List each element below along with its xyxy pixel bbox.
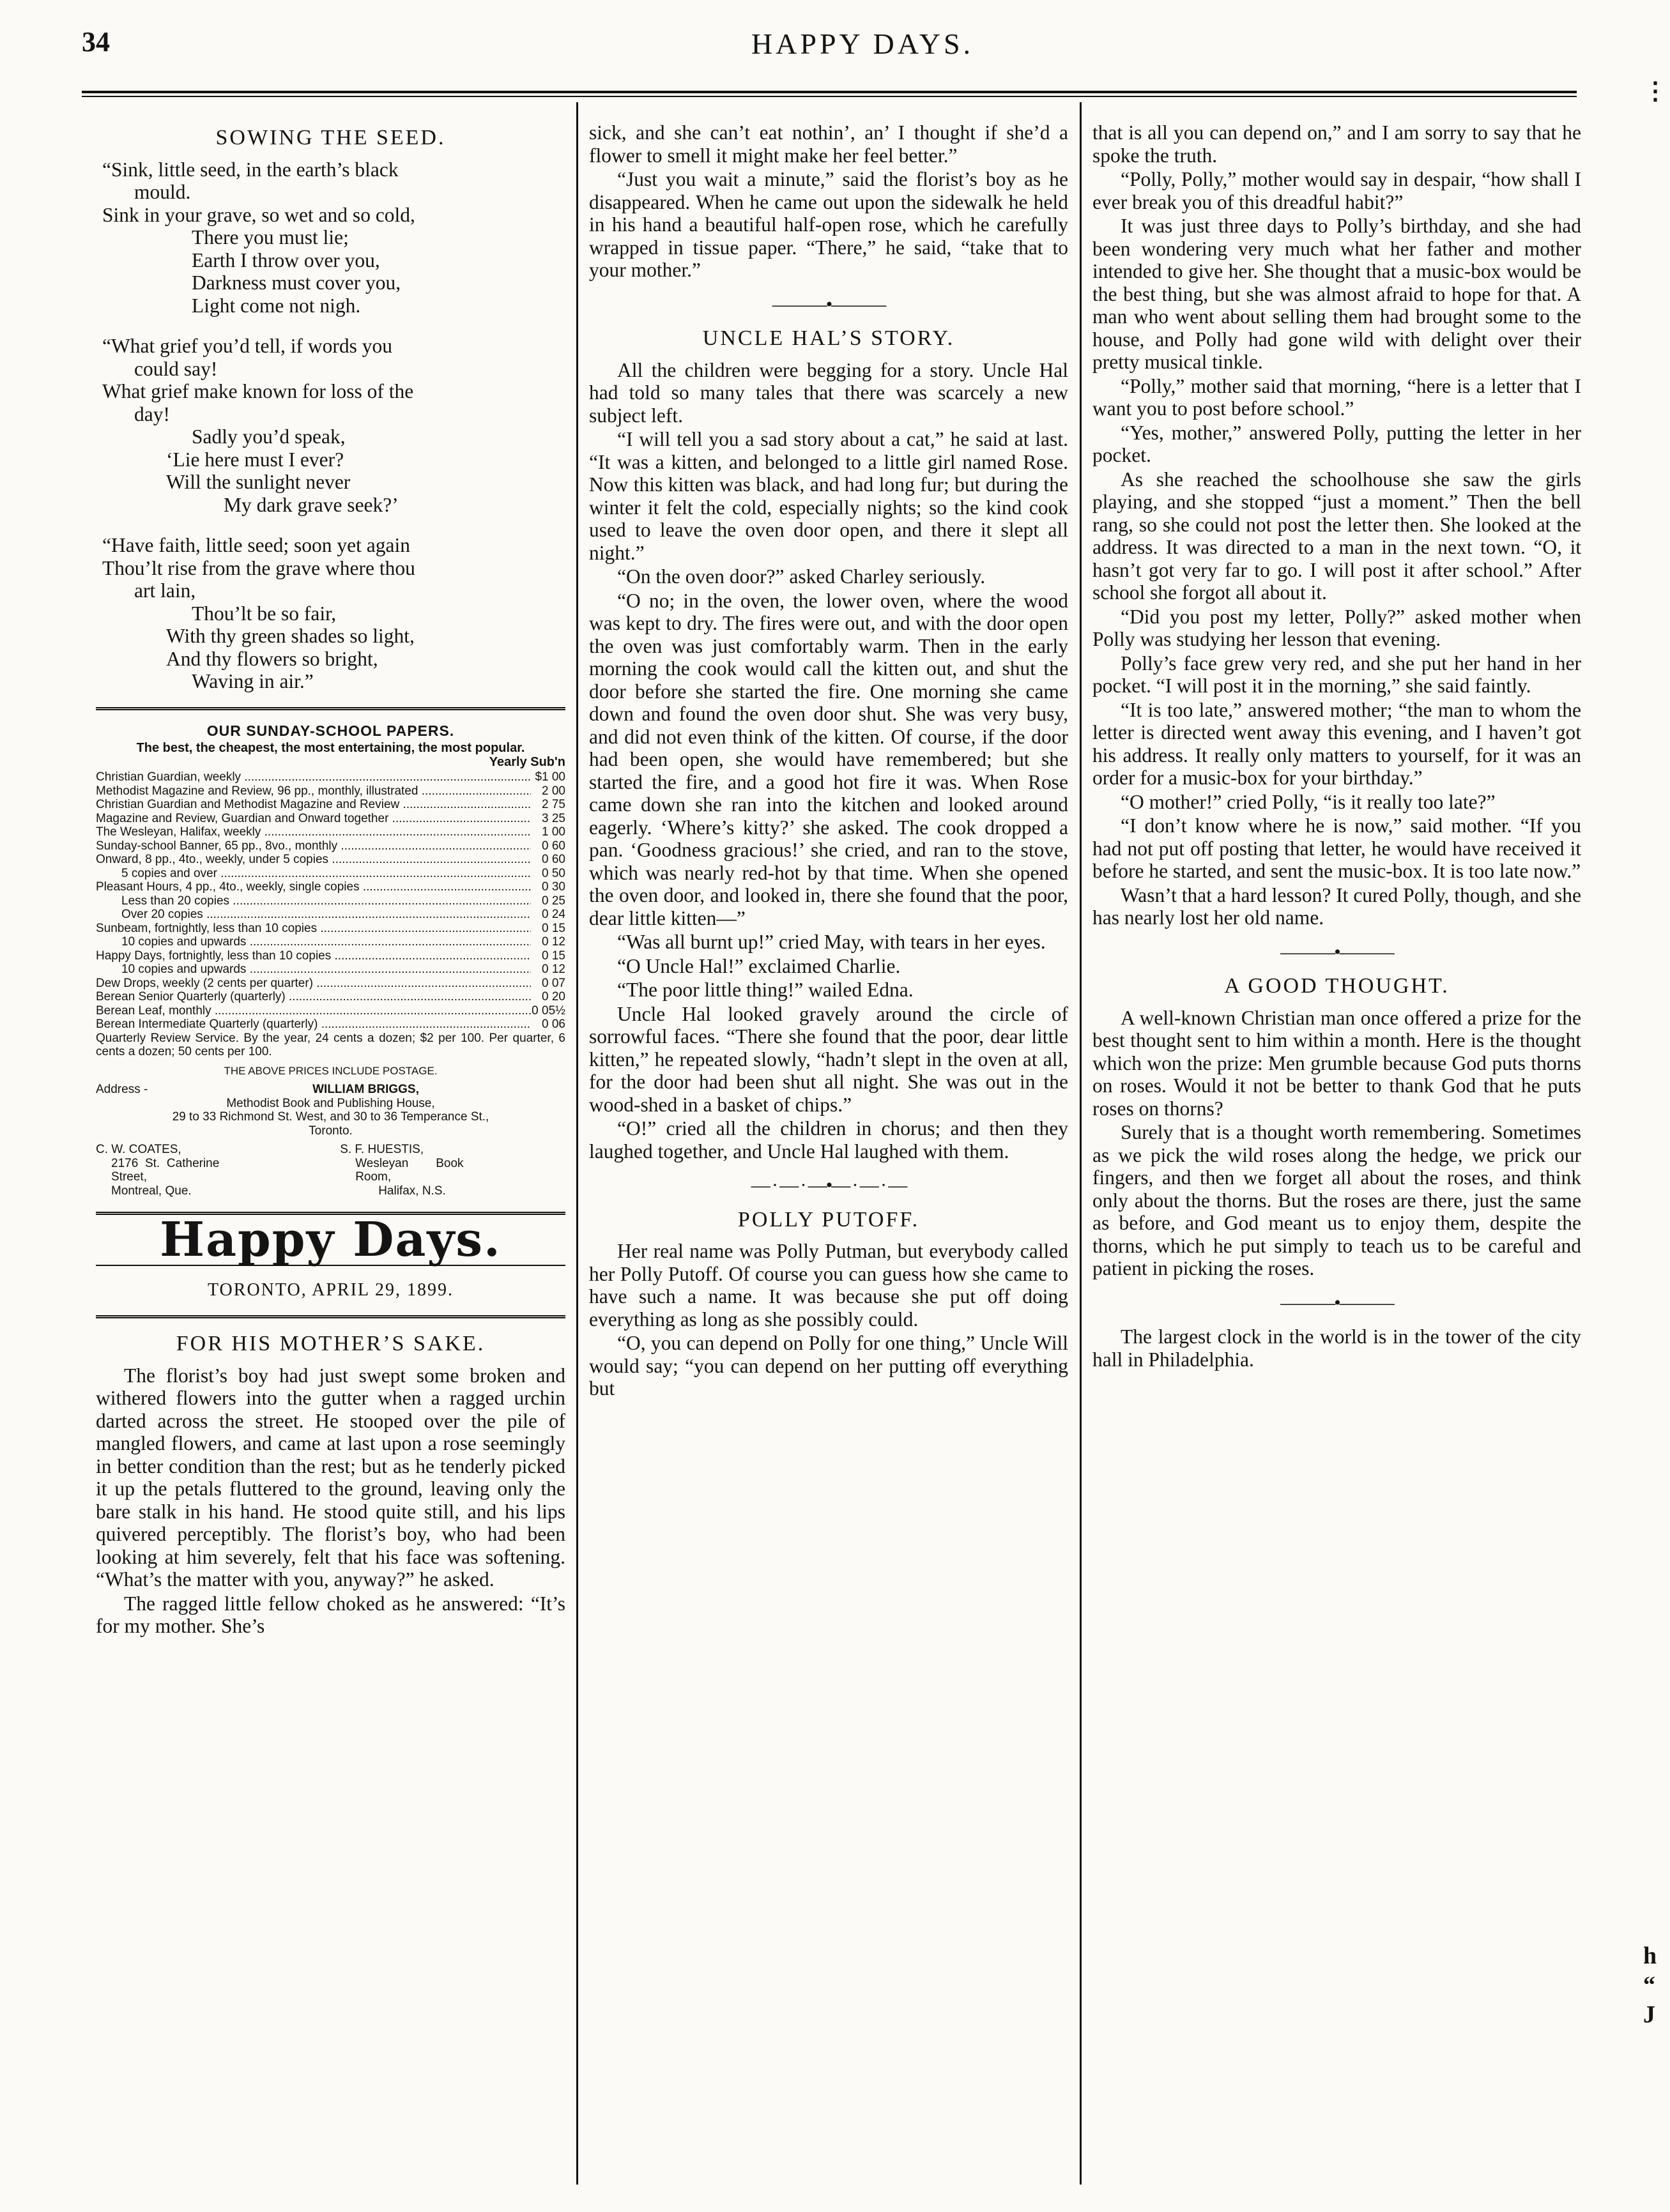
paper-price: 0 50 xyxy=(542,866,565,880)
header-rule xyxy=(82,91,1577,93)
poem-line: “Sink, little seed, in the earth’s black xyxy=(102,158,399,181)
paper-name: Berean Intermediate Quarterly (quarterly) ..... xyxy=(96,1018,531,1032)
papers-intro: The best, the cheapest, the most entertaining, the most popular. xyxy=(136,741,525,755)
paper-name: Berean Senior Quarterly (quarterly) ..... xyxy=(96,990,531,1004)
agent-street: 2176 St. Catherine Street, xyxy=(111,1156,220,1184)
edge-char: J xyxy=(1643,2001,1655,2028)
agent-name: S. F. HUESTIS, xyxy=(340,1143,424,1156)
story-paragraph: “On the oven door?” asked Charley seriously. xyxy=(617,565,986,588)
paper-name: Magazine and Review, Guardian and Onward together ..... xyxy=(96,812,531,826)
edge-char: h xyxy=(1643,1942,1657,1969)
poem-line: “Have faith, little seed; soon yet again xyxy=(102,534,410,556)
paper-price: 0 05½ xyxy=(532,1003,565,1018)
story-paragraph: As she reached the schoolhouse she saw the girls playing, and she stopped “just a moment.” Then the bell rang, so she could not post the letter then. She looked at the address. It was directed to a man in the next town. “O, it hasn’t got very far to go. I will post it after school.” After school she forgot all about it. xyxy=(1092,468,1581,604)
story-title: UNCLE HAL’S STORY. xyxy=(702,326,955,350)
postage-note: THE ABOVE PRICES INCLUDE POSTAGE. xyxy=(224,1064,438,1077)
story-paragraph: A well-known Christian man once offered a prize for the best thought sent to him within a month. Here is the thought which won the prize: Men grumble because God puts thorns on roses. Would it not be better to thank God that he puts roses on thorns? xyxy=(1092,1006,1581,1120)
publisher-house: Methodist Book and Publishing House, xyxy=(226,1096,435,1110)
story-paragraph: “O, you can depend on Polly for one thing,” Uncle Will would say; “you can depend on her putting off everything but xyxy=(589,1332,1068,1400)
price-row xyxy=(96,894,565,908)
story-paragraph: It was just three days to Polly’s birthday, and she had been wondering very much what her father and mother intended to give her. She thought that a music-box would be the best thing, but she was almost afraid to hope for that. A man who went about selling them had brought some to the house, and Polly had gone wild with delight over their pretty musical tinkle. xyxy=(1092,215,1581,373)
paper-price: 0 30 xyxy=(542,880,565,894)
story-paragraph: Polly’s face grew very red, and she put her hand in her pocket. “I will post it in the morning,” she said faintly. xyxy=(1092,652,1581,697)
story-paragraph: “O!” cried all the children in chorus; and then they laughed together, and Uncle Hal laughed with them. xyxy=(589,1117,1068,1163)
paper-price: 0 12 xyxy=(542,935,565,949)
story-paragraph: The florist’s boy had just swept some broken and withered flowers into the gutter when a ragged urchin darted across the street. He stooped over the pile of mangled flowers, and came at last upon a rose seemingly in better condition than the rest; but as he tenderly picked it up the petals fluttered to the ground, leaving only the bare stalk in his hand. He stood quite still, and his lips quivered perceptibly. The florist’s boy, who had been looking at him severely, felt that his face was softening. “What’s the matter with you, anyway?” he asked. xyxy=(96,1364,565,1590)
agent-street: Wesleyan Book Room, xyxy=(355,1156,464,1184)
papers-title: OUR SUNDAY-SCHOOL PAPERS. xyxy=(206,722,455,739)
agent-name: C. W. COATES, xyxy=(96,1143,181,1156)
price-row xyxy=(96,825,565,839)
paper-price: 0 24 xyxy=(542,908,565,921)
poem-line: ‘Lie here must I ever? xyxy=(166,448,344,471)
agent-montreal xyxy=(96,1143,321,1198)
story-paragraph: “Polly,” mother said that morning, “here is a letter that I want you to post before school.” xyxy=(1092,374,1581,420)
paper-price: 0 15 xyxy=(542,949,565,963)
story-paragraph: sick, and she can’t eat nothin’, an’ I thought if she’d a flower to smell it might make her feel better.” xyxy=(589,121,1068,167)
story-paragraph: “Yes, mother,” answered Polly, putting the letter in her pocket. xyxy=(1092,421,1581,466)
paper-name: Methodist Magazine and Review, 96 pp., monthly, illustrated ..... xyxy=(96,784,531,798)
ornament-divider: ———•——— xyxy=(1280,1292,1393,1313)
price-row xyxy=(96,880,565,894)
poem-title: SOWING THE SEED. xyxy=(215,126,446,149)
story-paragraph: that is all you can depend on,” and I am sorry to say that he spoke the truth. xyxy=(1092,121,1581,167)
column-divider xyxy=(1080,102,1082,2185)
poem-line: art lain, xyxy=(134,579,196,602)
price-row xyxy=(96,867,565,881)
edge-char: “ xyxy=(1643,1972,1655,1999)
story-paragraph: “Just you wait a minute,” said the florist’s boy as he disappeared. When he came out upon the sidewalk he held in his hand a beautiful half-open rose, which he carefully wrapped in tissue paper. “There,” he said, “take that to your mother.” xyxy=(589,168,1068,281)
story-paragraph: “O Uncle Hal!” exclaimed Charlie. xyxy=(617,954,901,977)
paper-price: 0 20 xyxy=(542,990,565,1003)
price-row xyxy=(96,1004,565,1018)
story-paragraph: Her real name was Polly Putman, but everybody called her Polly Putoff. Of course you can guess how she came to have such a name. It was because she put off doing everything as long as she possibly could. xyxy=(589,1240,1068,1331)
price-row xyxy=(96,798,565,812)
paper-price: 0 12 xyxy=(542,963,565,976)
paper-name: Onward, 8 pp., 4to., weekly, under 5 copies ..... xyxy=(96,853,531,867)
paper-price: 0 06 xyxy=(542,1018,565,1031)
story-title: A GOOD THOUGHT. xyxy=(1224,974,1450,998)
poem-line: Darkness must cover you, xyxy=(192,271,401,294)
filler-paragraph: The largest clock in the world is in the tower of the city hall in Philadelphia. xyxy=(1092,1325,1581,1371)
poem-line: And thy flowers so bright, xyxy=(166,647,378,670)
poem-line: mould. xyxy=(134,181,191,203)
quarterly-note: Quarterly Review Service. By the year, 24 cents a dozen; $2 per 100. Per quarter, 6 cents a dozen; 50 cents per 100. xyxy=(96,1031,565,1058)
column-1 xyxy=(96,121,565,1639)
agent-city: Halifax, N.S. xyxy=(378,1184,446,1198)
paper-name: 5 copies and over ..... xyxy=(96,867,531,881)
poem-line: day! xyxy=(134,402,170,425)
poem-line: Sadly you’d speak, xyxy=(192,425,346,448)
story-title: FOR HIS MOTHER’S SAKE. xyxy=(176,1332,486,1355)
story-paragraph: “Did you post my letter, Polly?” asked mother when Polly was studying her lesson that evening. xyxy=(1092,605,1581,650)
poem-line: There you must lie; xyxy=(192,226,349,248)
paper-price: 0 07 xyxy=(542,976,565,990)
poem-line: Waving in air.” xyxy=(192,670,314,692)
price-row xyxy=(96,839,565,853)
story-paragraph: “It is too late,” answered mother; “the man to whom the letter is directed went away this evening, and I haven’t got his address. It really only matters to yourself, for it was an order for a music-box for your birthday.” xyxy=(1092,698,1581,789)
paper-price: 2 75 xyxy=(542,798,565,811)
poem-line: Sink in your grave, so wet and so cold, xyxy=(102,203,415,226)
stanza-gap xyxy=(96,516,565,534)
section-rule xyxy=(96,1315,565,1318)
paper-nameplate: Happy Days. xyxy=(160,1212,502,1267)
story-paragraph: All the children were begging for a story. Uncle Hal had told so many tales that there was scarcely a new subject left. xyxy=(589,358,1068,427)
story-paragraph: Wasn’t that a hard lesson? It cured Polly, though, and she has nearly lost her old name. xyxy=(1092,883,1581,929)
publisher-street: 29 to 33 Richmond St. West, and 30 to 36 Temperance St., xyxy=(172,1110,489,1124)
story-paragraph: “Polly, Polly,” mother would say in despair, “how shall I ever break you of this dreadful habit?” xyxy=(1092,168,1581,213)
paper-price: 0 15 xyxy=(542,921,565,935)
paper-name: Happy Days, fortnightly, less than 10 copies ..... xyxy=(96,949,531,963)
price-row xyxy=(96,853,565,867)
paper-name: Dew Drops, weekly (2 cents per quarter) ..... xyxy=(96,977,531,991)
paper-price: 0 25 xyxy=(542,894,565,908)
publisher-name: WILLIAM BRIGGS, xyxy=(312,1083,419,1096)
poem-line: Will the sunlight never xyxy=(166,471,351,493)
story-paragraph: Surely that is a thought worth remembering. Sometimes as we pick the wild roses along the hedge, we prick our fingers, and then we forget all about the roses, and think only about the thorns. But the roses are there, just the same as before, and God meant us to enjoy them, despite the thorns, which he put simply to teach us to be careful and patient in picking the roses. xyxy=(1092,1121,1581,1279)
paper-name: Sunday-school Banner, 65 pp., 8vo., monthly ..... xyxy=(96,839,531,853)
column-2 xyxy=(589,121,1068,1401)
story-paragraph: “The poor little thing!” wailed Edna. xyxy=(617,979,914,1001)
page-number: 34 xyxy=(82,26,110,57)
ornament-divider: ———•——— xyxy=(772,293,885,315)
paper-price: 3 25 xyxy=(542,811,565,825)
column-3 xyxy=(1092,121,1581,1372)
price-row xyxy=(96,922,565,936)
column-divider xyxy=(576,102,578,2185)
story-paragraph: “I don’t know where he is now,” said mother. “If you had not put off posting that letter, he would have received it before he started, and sent the music-box. It is too late now.” xyxy=(1092,814,1581,882)
paper-price: 0 60 xyxy=(542,853,565,866)
paper-name: Christian Guardian and Methodist Magazine and Review ..... xyxy=(96,798,531,812)
agent-halifax xyxy=(340,1143,565,1198)
yearly-header: Yearly Sub'n xyxy=(489,754,565,769)
story-paragraph: “O mother!” cried Polly, “is it really too late?” xyxy=(1121,790,1496,813)
paper-name: The Wesleyan, Halifax, weekly ..... xyxy=(96,825,531,839)
story-paragraph: “I will tell you a sad story about a cat,” he said at last. “It was a kitten, and belonged to a little girl named Rose. Now this kitten was black, and had long fur; but during the winter it felt the cold, especially nights; so the kind cook used to leave the oven door open, and there it slept all night.” xyxy=(589,428,1068,564)
price-row xyxy=(96,935,565,949)
publisher-city: Toronto. xyxy=(309,1124,353,1138)
poem-line: Thou’lt be so fair, xyxy=(192,602,337,625)
paper-name: 10 copies and upwards ..... xyxy=(96,963,531,977)
poem-line: What grief make known for loss of the xyxy=(102,380,414,402)
price-row xyxy=(96,770,565,784)
edge-mark: ⋮ xyxy=(1643,78,1667,105)
price-row xyxy=(96,977,565,991)
paper-name: Over 20 copies ..... xyxy=(96,908,531,922)
poem-line: With thy green shades so light, xyxy=(166,625,415,647)
poem-line: “What grief you’d tell, if words you xyxy=(102,335,392,357)
paper-name: 10 copies and upwards ..... xyxy=(96,935,531,949)
running-title: HAPPY DAYS. xyxy=(751,27,974,60)
story-title: POLLY PUTOFF. xyxy=(737,1207,920,1232)
paper-name: Pleasant Hours, 4 pp., 4to., weekly, single copies ..... xyxy=(96,880,531,894)
paper-price: 2 00 xyxy=(542,784,565,798)
paper-name: Christian Guardian, weekly ..... xyxy=(96,770,531,784)
agent-city: Montreal, Que. xyxy=(111,1184,192,1198)
poem xyxy=(96,158,565,693)
poem-line: Thou’lt rise from the grave where thou xyxy=(102,556,415,579)
section-rule xyxy=(96,707,565,710)
header-rule-thin xyxy=(82,96,1577,97)
paper-price: $1 00 xyxy=(535,770,565,784)
ornament-divider: ———•——— xyxy=(1280,941,1393,963)
story-paragraph: “O no; in the oven, the lower oven, where the wood was kept to dry. The fires were out, and with the door open the oven was just comfortably warm. Then in the early morning the cook would call the kitten out, and shut the door before she started the fire. One morning she came down and found the oven door shut. She was very busy, and did not even think of the kitten. Of course, if the door had been open, she would have remembered; but she started the fire, and a good hot fire it was. When Rose came down she ran into the kitchen and looked around eagerly. ‘Where’s kitty?’ she asked. The cook dropped a pan. ‘Goodness gracious!’ she cried, and ran to the stove, which was nearly red-hot by that time. When she opened the oven door, and looked in, there she found that the poor, dear little kitten—” xyxy=(589,589,1068,929)
price-row xyxy=(96,784,565,798)
sunday-school-papers xyxy=(96,724,565,1198)
paper-name: Sunbeam, fortnightly, less than 10 copies ..... xyxy=(96,922,531,936)
price-list xyxy=(96,770,565,1032)
story-paragraph: “Was all burnt up!” cried May, with tears in her eyes. xyxy=(617,931,1046,953)
paper-price: 0 60 xyxy=(542,839,565,853)
story-paragraph: The ragged little fellow choked as he answered: “It’s for my mother. She’s xyxy=(96,1592,565,1637)
dateline: TORONTO, APRIL 29, 1899. xyxy=(207,1279,454,1300)
paper-price: 1 00 xyxy=(542,825,565,839)
paper-name: Less than 20 copies ..... xyxy=(96,894,531,908)
price-row xyxy=(96,963,565,977)
poem-line: Light come not nigh. xyxy=(192,294,361,317)
address-label: Address - xyxy=(96,1083,148,1096)
ornament-divider: — ∙ — ∙ —•— ∙ — ∙ — xyxy=(751,1175,907,1196)
poem-line: could say! xyxy=(134,357,218,380)
paper-name: Berean Leaf, monthly ..... xyxy=(96,1004,531,1018)
poem-line: Earth I throw over you, xyxy=(192,248,380,271)
price-row xyxy=(96,949,565,963)
price-row xyxy=(96,990,565,1004)
price-row xyxy=(96,1018,565,1032)
price-row xyxy=(96,812,565,826)
price-row xyxy=(96,908,565,922)
poem-line: My dark grave seek?’ xyxy=(224,493,399,516)
stanza-gap xyxy=(96,317,565,335)
story-paragraph: Uncle Hal looked gravely around the circle of sorrowful faces. “There she found that the poor, dear little kitten,” he repeated slowly, “hadn’t slept in the oven at all, for the door had been shut all night. She was out in the wood-shed in a basket of chips.” xyxy=(589,1002,1068,1116)
